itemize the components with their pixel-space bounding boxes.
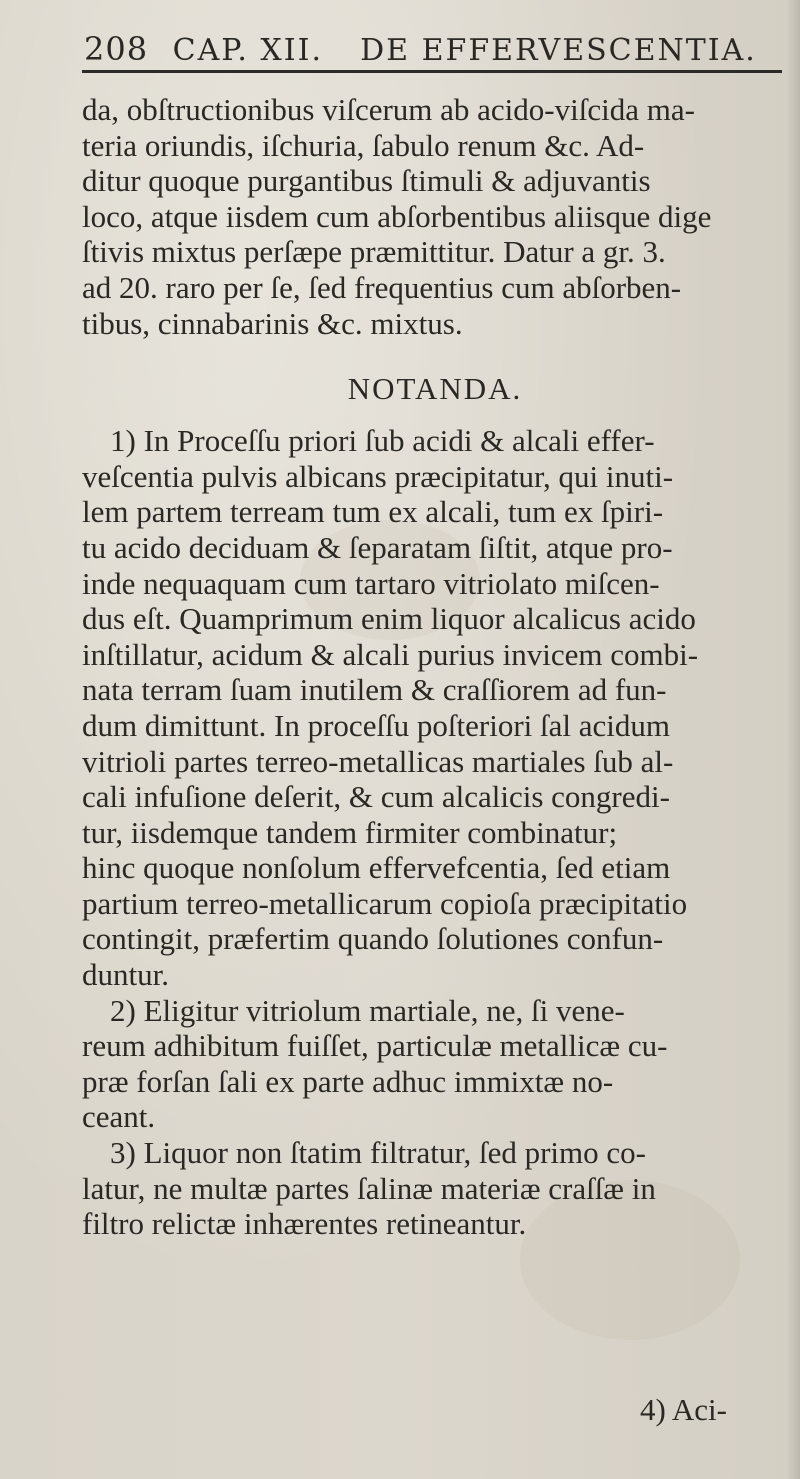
text-line: veſcentia pulvis albicans præcipitatur, qui inuti- [82,458,674,494]
text-line: præ forſan ſali ex parte adhuc immixtæ no- [82,1063,614,1099]
text-line: inſtillatur, acidum & alcali purius invicem combi- [82,636,699,672]
catchword: 4) Aci- [640,1392,727,1427]
running-title: DE EFFERVESCENTIA. [360,33,757,68]
text-line: 1) In Proceſſu priori ſub acidi & alcali effer- [110,423,655,459]
text-line: cali infuſione deſerit, & cum alcalicis congredi- [82,779,670,815]
page-edge-shadow [786,0,800,1479]
text-line: inde nequaquam cum tartaro vitriolato miſcen- [82,565,660,601]
text-line: hinc quoque nonſolum effervefcentia, ſed etiam [82,850,671,886]
text-line: dum dimittunt. In proceſſu poſteriori ſal acidum [82,707,671,743]
text-line: tu acido deciduam & ſeparatam ſiſtit, atque pro- [82,529,673,565]
body-text [82,92,788,1242]
text-line: tur, iisdemque tandem firmiter combinatur; [82,814,618,850]
text-line: 3) Liquor non ſtatim filtratur, ſed primo co- [110,1135,646,1171]
text-line: latur, ne multæ partes ſalinæ materiæ craſſæ in [82,1170,656,1206]
text-line: da, obſtructionibus viſcerum ab acido-viſcida ma- [82,92,695,127]
text-line: duntur. [82,957,169,993]
header-rule [82,70,782,73]
text-line: contingit, præfertim quando ſolutiones confun- [82,921,664,957]
section-heading: NOTANDA. [347,371,523,407]
text-line: ceant. [82,1099,156,1135]
text-line: partium terreo-metallicarum copioſa præcipitatio [82,885,688,921]
text-line: filtro relictæ inhærentes retineantur. [82,1206,527,1242]
text-line: teria oriundis, iſchuria, ſabulo renum &c. Ad- [82,127,645,163]
text-line: nata terram ſuam inutilem & craſſiorem ad fun- [82,672,667,708]
text-line: 2) Eligitur vitriolum martiale, ne, ſi vene- [110,992,625,1028]
text-line: reum adhibitum fuiſſet, particulæ metallicæ cu- [82,1028,668,1064]
text-line: vitrioli partes terreo-metallicas martiales ſub al- [82,743,674,779]
text-line: ad 20. raro per ſe, ſed frequentius cum abſorben- [82,269,682,305]
text-line: ſtivis mixtus perſæpe præmittitur. Datur a gr. 3. [82,234,666,270]
text-line: loco, atque iisdem cum abſorbentibus aliisque dige [82,198,712,234]
chapter-label: CAP. XII. [172,33,324,68]
page-number: 208 [84,30,149,68]
text-line: lem partem terream tum ex alcali, tum ex ſpiri- [82,494,664,530]
text-line: ditur quoque purgantibus ſtimuli & adjuvantis [82,163,651,199]
text-line: dus eſt. Quamprimum enim liquor alcalicus acido [82,601,696,637]
text-line: tibus, cinnabarinis &c. mixtus. [82,305,463,341]
running-head [84,30,784,70]
